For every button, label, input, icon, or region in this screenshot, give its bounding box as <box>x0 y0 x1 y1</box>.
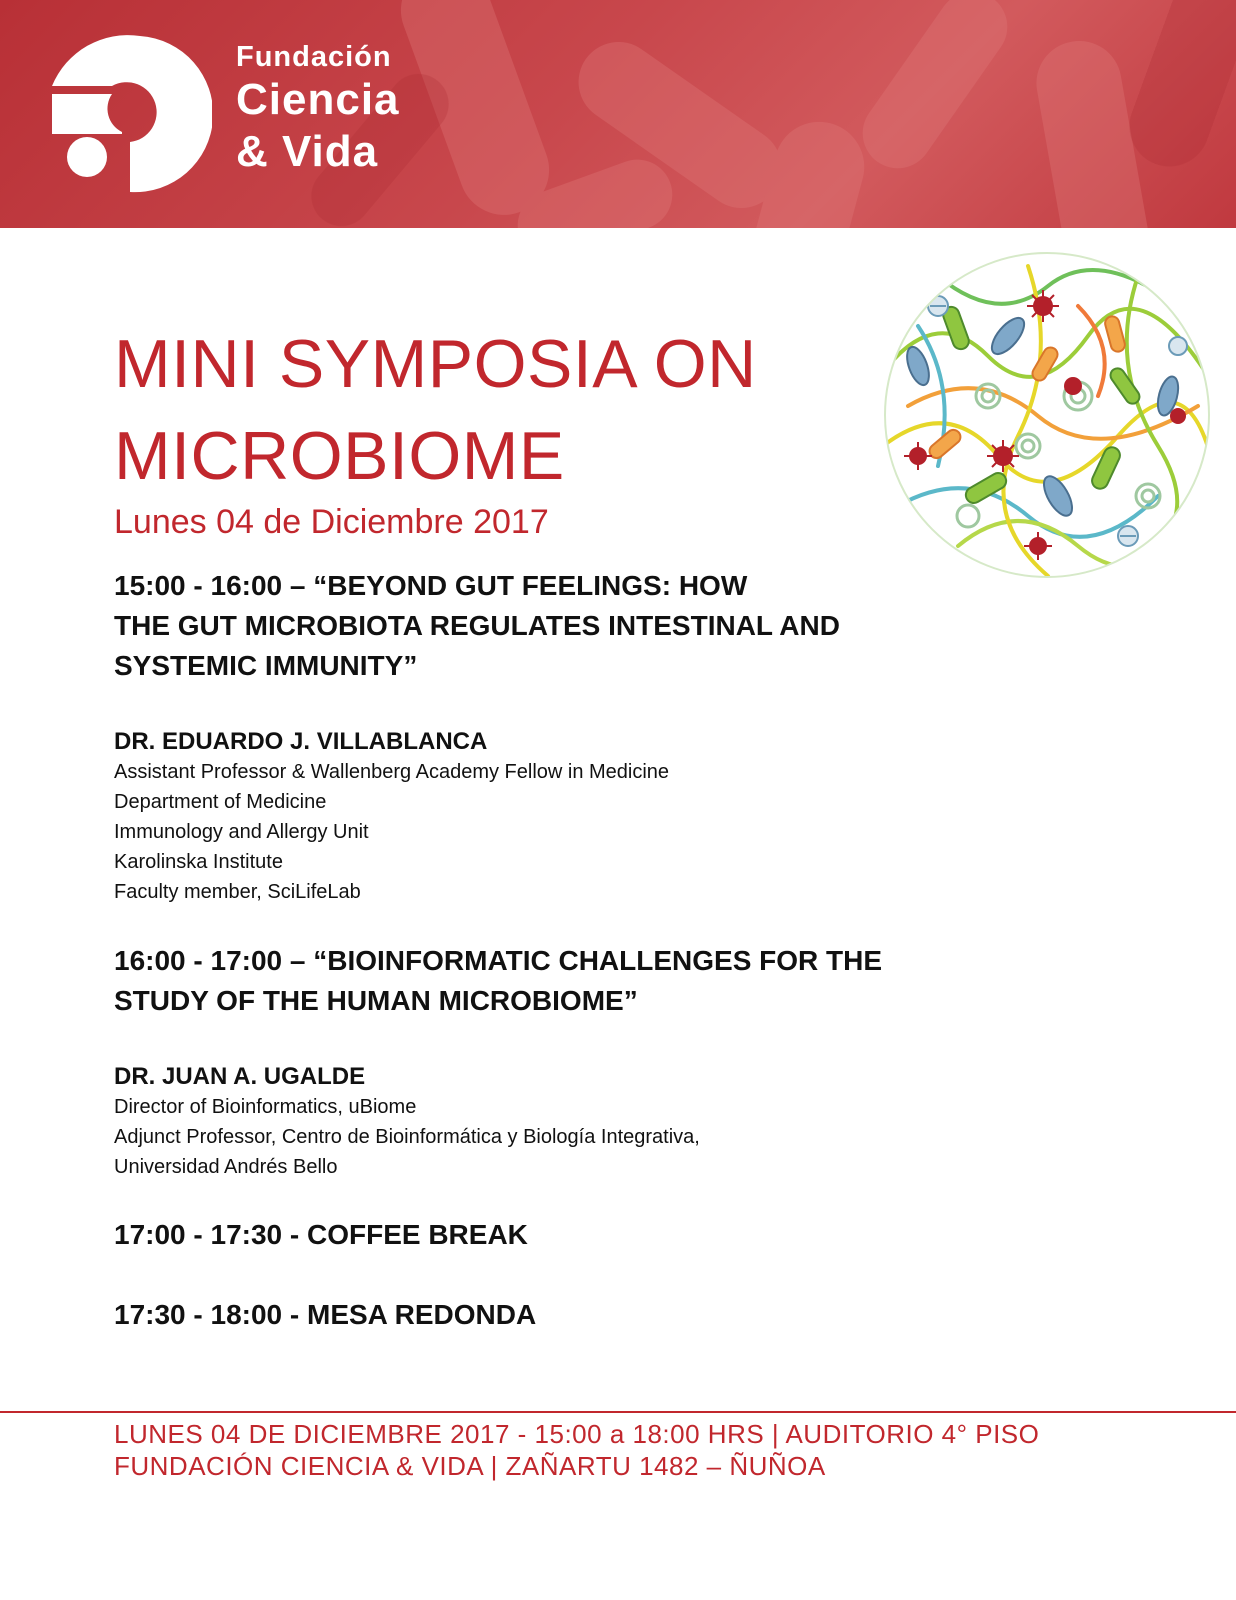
mesa-redonda: 17:30 - 18:00 - MESA REDONDA <box>114 1299 537 1330</box>
affiliation-line: Karolinska Institute <box>114 851 283 873</box>
session-2-title-line-2: STUDY OF THE HUMAN MICROBIOME” <box>114 985 638 1016</box>
session-1-title-line-2: THE GUT MICROBIOTA REGULATES INTESTINAL AND <box>114 610 840 641</box>
session-1-title-line-3: SYSTEMIC IMMUNITY” <box>114 650 418 681</box>
footer-info <box>114 1418 1039 1482</box>
session-2-title-line-1: 16:00 - 17:00 – “BIOINFORMATIC CHALLENGES FOR THE <box>114 945 883 976</box>
affiliation-line: Adjunct Professor, Centro de Bioinformática y Biología Integrativa, <box>114 1126 700 1148</box>
microbiome-illustration <box>878 246 1216 584</box>
session-2-speaker: DR. JUAN A. UGALDE <box>114 1063 366 1090</box>
affiliation-line: Department of Medicine <box>114 791 327 813</box>
org-line-3: & Vida <box>236 127 379 176</box>
org-line-1: Fundación <box>236 41 392 73</box>
affiliation-line: Universidad Andrés Bello <box>114 1156 338 1178</box>
session-1-affiliations <box>114 757 669 907</box>
footer-divider <box>0 1411 1236 1413</box>
fundacion-logo <box>52 34 212 194</box>
coffee-break: 17:00 - 17:30 - COFFEE BREAK <box>114 1219 528 1250</box>
event-title: MINI SYMPOSIA ON MICROBIOME <box>114 326 757 494</box>
session-2-title <box>114 941 882 1021</box>
affiliation-line: Director of Bioinformatics, uBiome <box>114 1096 417 1118</box>
affiliation-line: Faculty member, SciLifeLab <box>114 881 361 903</box>
affiliation-line: Assistant Professor & Wallenberg Academy Fellow in Medicine <box>114 761 670 783</box>
org-line-2: Ciencia <box>236 75 400 124</box>
header-banner <box>0 0 1236 228</box>
session-1-title-line-1: 15:00 - 16:00 – “BEYOND GUT FEELINGS: HOW <box>114 570 748 601</box>
affiliation-line: Immunology and Allergy Unit <box>114 821 369 843</box>
footer-line-1: LUNES 04 DE DICIEMBRE 2017 - 15:00 a 18:00 HRS | AUDITORIO 4° PISO <box>114 1419 1040 1449</box>
organization-name <box>236 40 400 178</box>
session-1-speaker: DR. EDUARDO J. VILLABLANCA <box>114 728 488 755</box>
footer-line-2: FUNDACIÓN CIENCIA & VIDA | ZAÑARTU 1482 – ÑUÑOA <box>114 1451 826 1481</box>
session-1-title <box>114 566 840 686</box>
event-date: Lunes 04 de Diciembre 2017 <box>114 503 549 541</box>
session-2-affiliations <box>114 1092 700 1182</box>
